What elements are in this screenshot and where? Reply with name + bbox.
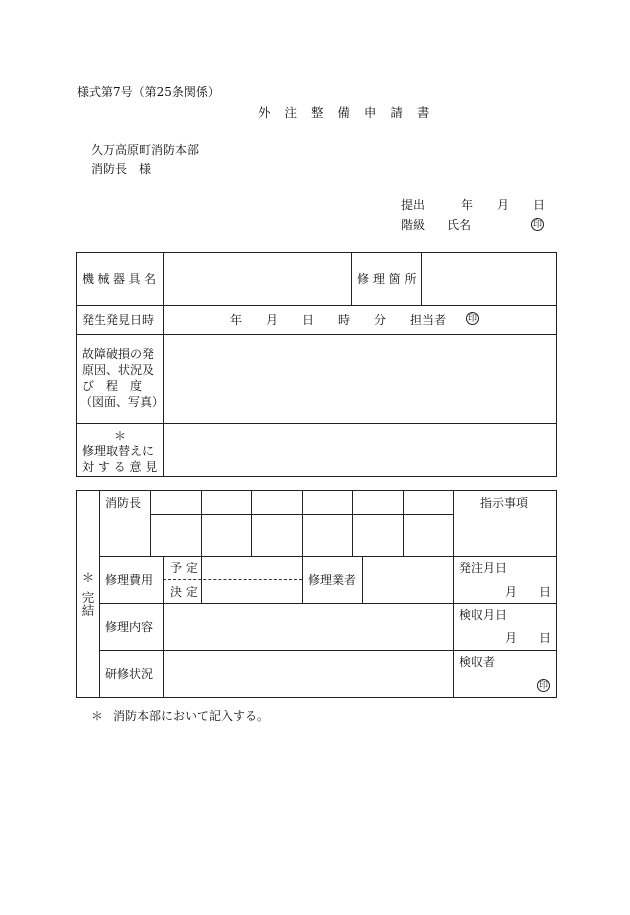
cause-line-3: び 程 度 <box>82 379 143 393</box>
planned-label: 予 定 <box>170 561 198 575</box>
instructions-label: 指示事項 <box>480 496 529 510</box>
cause-line-4: （図面、写真） <box>80 395 165 409</box>
occurrence-date-label: 発生発見日時 <box>82 313 155 327</box>
submitted-label: 提出 <box>401 198 426 212</box>
side-text-completion: 完結 <box>81 590 95 618</box>
seal-icon: 印 <box>532 220 542 230</box>
order-month: 月 <box>505 585 518 599</box>
submitted-year: 年 <box>461 198 474 212</box>
seal-icon: 印 <box>467 314 477 324</box>
equipment-name-label: 機 械 器 具 名 <box>82 272 156 286</box>
inspection-month: 月 <box>505 631 518 645</box>
note-mark: ＊ <box>91 709 104 723</box>
cause-line-1: 故障破損の発 <box>82 347 155 361</box>
note-text: 消防本部において記入する。 <box>113 709 270 723</box>
date-month: 月 <box>266 313 279 327</box>
submitted-day: 日 <box>533 198 546 212</box>
contractor-label: 修理業者 <box>308 573 357 587</box>
date-day: 日 <box>302 313 315 327</box>
decided-label: 決 定 <box>170 585 198 599</box>
chief-label: 消防長 <box>105 496 142 510</box>
date-minute: 分 <box>374 313 387 327</box>
order-date-label: 発注月日 <box>459 561 508 575</box>
opinion-line-1: 修理取替えに <box>82 444 155 458</box>
rank-label: 階級 <box>401 218 426 232</box>
inspector-label: 検収者 <box>459 655 496 669</box>
repair-location-label: 修 理 箇 所 <box>357 272 417 286</box>
opinion-line-2: 対 す る 意 見 <box>82 460 158 474</box>
date-year: 年 <box>230 313 243 327</box>
inspection-date-label: 検収月日 <box>459 608 508 622</box>
cause-line-2: 原因、状況及 <box>82 363 155 377</box>
addressee-person: 消防長 様 <box>91 162 152 176</box>
page-title: 外 注 整 備 申 請 書 <box>258 105 435 120</box>
addressee-org: 久万高原町消防本部 <box>91 143 200 157</box>
date-hour: 時 <box>338 313 351 327</box>
person-in-charge-label: 担当者 <box>410 313 447 327</box>
name-label: 氏名 <box>447 218 472 232</box>
form-number: 様式第7号（第25条関係） <box>77 85 220 99</box>
inspection-day: 日 <box>539 631 552 645</box>
opinion-mark: ＊ <box>114 429 127 443</box>
order-day: 日 <box>539 585 552 599</box>
training-status-label: 研修状況 <box>105 667 154 681</box>
repair-cost-label: 修理費用 <box>105 573 154 587</box>
seal-icon: 印 <box>538 681 548 691</box>
submitted-month: 月 <box>497 198 510 212</box>
side-mark: ＊ <box>81 570 95 585</box>
repair-content-label: 修理内容 <box>105 620 154 634</box>
